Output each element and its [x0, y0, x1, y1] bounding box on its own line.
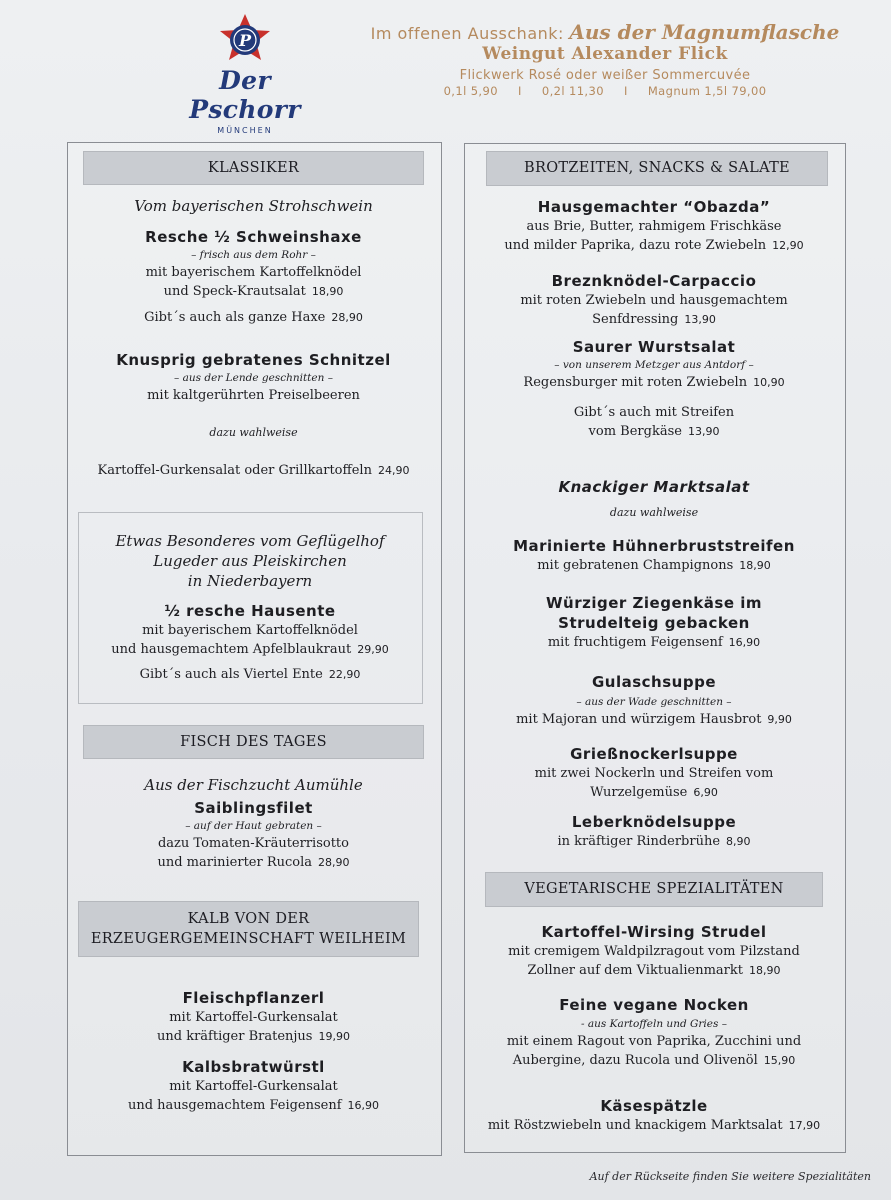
menu-item-wirsing-strudel: [467, 922, 841, 980]
item-description: Kartoffel-Gurkensalat oder Grillkartoffeln: [97, 463, 372, 478]
item-description: mit cremigem Waldpilzragout vom Pilzstand: [508, 944, 800, 959]
menu-item-marktsalat: [467, 477, 841, 522]
menu-item-wurstsalat: [467, 337, 841, 441]
item-price: 22,90: [328, 668, 361, 681]
section-header-kalb: [78, 901, 419, 957]
item-description: und marinierter Rucola: [157, 855, 313, 870]
promo-separator: I: [518, 84, 522, 98]
item-description: mit fruchtigem Feigensenf: [547, 635, 723, 650]
wine-promo: [330, 20, 880, 98]
item-description: und hausgemachtem Apfelblaukraut: [111, 642, 352, 657]
item-price: 10,90: [753, 376, 785, 389]
promo-prices: [330, 84, 880, 98]
item-description: mit Kartoffel-Gurkensalat: [169, 1079, 338, 1094]
item-price: 13,90: [687, 425, 720, 438]
klassiker-intro: Vom bayerischen Strohschwein: [134, 197, 373, 215]
menu-item-fleischpflanzerl: [70, 988, 437, 1046]
item-alternative: Gibt´s auch als Viertel Ente: [139, 667, 323, 682]
item-price: 6,90: [693, 786, 718, 799]
menu-item-hausente: [80, 531, 420, 684]
footer-note: Auf der Rückseite finden Sie weitere Spezialitäten: [589, 1170, 871, 1183]
item-title: Kalbsbratwürstl: [182, 1058, 325, 1076]
item-price: 28,90: [331, 311, 363, 324]
item-description: Wurzelgemüse: [590, 785, 688, 800]
item-price: 17,90: [788, 1119, 821, 1132]
gefluegel-intro: in Niederbayern: [187, 572, 313, 590]
item-subtitle: – frisch aus dem Rohr –: [191, 249, 316, 261]
promo-price-magnum: Magnum 1,5l 79,00: [647, 84, 767, 98]
item-price: 8,90: [726, 835, 751, 848]
item-title: Saiblingsfilet: [194, 799, 313, 817]
item-title: Gulaschsuppe: [591, 673, 716, 691]
item-price: 18,90: [748, 964, 781, 977]
brand-city: MÜNCHEN: [217, 126, 273, 135]
item-title: Breznknödel-Carpaccio: [551, 272, 757, 290]
item-price: 9,90: [767, 713, 792, 726]
item-title: Grießnockerlsuppe: [570, 745, 738, 763]
promo-separator: I: [623, 84, 628, 98]
menu-item-leberknoedelsuppe: [467, 812, 841, 851]
pschorr-logo: [170, 12, 320, 135]
item-description: mit roten Zwiebeln und hausgemachtem: [520, 293, 788, 308]
promo-title: Aus der Magnumflasche: [569, 20, 840, 44]
section-header-brotzeiten: BROTZEITEN, SNACKS & SALATE: [486, 151, 828, 186]
section-header-vegetarisch: VEGETARISCHE SPEZIALITÄTEN: [485, 872, 823, 907]
item-subtitle: – aus der Lende geschnitten –: [174, 372, 333, 384]
item-description: mit einem Ragout von Paprika, Zucchini und: [506, 1034, 802, 1049]
item-description: Zollner auf dem Viktualienmarkt: [527, 963, 743, 978]
menu-item-obazda: [467, 197, 841, 255]
item-description: mit bayerischem Kartoffelknödel: [142, 623, 358, 638]
menu-item-gulaschsuppe: [467, 672, 841, 729]
promo-winery: Weingut Alexander Flick: [482, 44, 728, 64]
menu-item-carpaccio: [467, 271, 841, 329]
item-alternative: vom Bergkäse: [588, 424, 682, 439]
menu-item-huehnerbrust: [467, 536, 841, 575]
menu-item-ziegenkaese: [467, 593, 841, 652]
item-description: Regensburger mit roten Zwiebeln: [523, 375, 748, 390]
item-price: 13,90: [684, 313, 716, 326]
promo-price-medium: 0,2l 11,30: [541, 84, 604, 98]
item-description: mit Majoran und würzigem Hausbrot: [516, 712, 762, 727]
item-description: Senfdressing: [592, 312, 679, 327]
item-alternative: Gibt´s auch mit Streifen: [573, 405, 735, 420]
item-title: Saurer Wurstsalat: [572, 338, 736, 356]
kalb-header-line: KALB VON DER: [187, 911, 310, 927]
section-header-fisch: FISCH DES TAGES: [83, 725, 424, 759]
gefluegel-intro: Etwas Besonderes vom Geflügelhof: [115, 532, 385, 550]
item-description: mit kaltgerührten Preiselbeeren: [147, 388, 360, 403]
item-alternative: Gibt´s auch als ganze Haxe: [144, 310, 326, 325]
kalb-header-line: ERZEUGERGEMEINSCHAFT WEILHEIM: [90, 931, 407, 947]
promo-lead: Im offenen Ausschank:: [370, 24, 564, 43]
item-subtitle: – von unserem Metzger aus Antdorf –: [554, 359, 754, 371]
item-description: und Speck-Krautsalat: [163, 284, 306, 299]
item-description: mit bayerischem Kartoffelknödel: [145, 265, 362, 280]
menu-item-griessnockerlsuppe: [467, 744, 841, 802]
item-title: Kartoffel-Wirsing Strudel: [541, 923, 767, 941]
menu-item-schweinshaxe: [70, 227, 437, 327]
menu-item-saiblingsfilet: [70, 775, 437, 872]
item-title: Resche ½ Schweinshaxe: [145, 228, 362, 246]
item-title: Feine vegane Nocken: [559, 996, 749, 1014]
promo-wines: Flickwerk Rosé oder weißer Sommercuvée: [459, 68, 751, 83]
item-price: 29,90: [357, 643, 389, 656]
gefluegel-intro: Lugeder aus Pleiskirchen: [153, 552, 347, 570]
item-title: ½ resche Hausente: [164, 602, 336, 620]
item-description: und kräftiger Bratenjus: [157, 1029, 313, 1044]
item-title: Würziger Ziegenkäse im: [546, 594, 762, 612]
item-description: mit Röstzwiebeln und knackigem Marktsalat: [487, 1118, 783, 1133]
item-title: Käsespätzle: [600, 1097, 708, 1115]
item-choice: dazu wahlweise: [209, 426, 298, 439]
item-price: 15,90: [763, 1054, 796, 1067]
section-header-klassiker: KLASSIKER: [83, 151, 424, 185]
menu-item-vegane-nocken: [467, 995, 841, 1070]
svg-text:P: P: [238, 31, 252, 50]
item-choice: dazu wahlweise: [609, 506, 699, 519]
item-description: aus Brie, Butter, rahmigem Frischkäse: [526, 219, 782, 234]
brand-name: Der Pschorr: [189, 66, 301, 124]
item-price: 28,90: [318, 856, 350, 869]
item-price: 24,90: [377, 464, 410, 477]
item-title: Knusprig gebratenes Schnitzel: [116, 351, 391, 369]
item-description: mit gebratenen Champignons: [537, 558, 734, 573]
item-title: Strudelteig gebacken: [558, 614, 750, 632]
item-description: mit Kartoffel-Gurkensalat: [169, 1010, 338, 1025]
item-description: und hausgemachtem Feigensenf: [127, 1098, 342, 1113]
item-subtitle: – aus der Wade geschnitten –: [576, 696, 732, 708]
item-description: in kräftiger Rinderbrühe: [557, 834, 721, 849]
menu-item-kaesespaetzle: [467, 1096, 841, 1135]
star-badge-icon: [215, 12, 275, 68]
promo-price-small: 0,1l 5,90: [443, 84, 498, 98]
item-price: 16,90: [728, 636, 761, 649]
item-price: 19,90: [318, 1030, 350, 1043]
item-subtitle: - aus Kartoffeln und Gries –: [581, 1018, 727, 1030]
item-title: Fleischpflanzerl: [182, 989, 325, 1007]
item-price: 16,90: [347, 1099, 380, 1112]
item-price: 18,90: [739, 559, 771, 572]
item-title: Knackiger Marktsalat: [558, 478, 750, 496]
item-title: Hausgemachter “Obazda”: [537, 198, 771, 216]
item-description: dazu Tomaten-Kräuterrisotto: [157, 836, 349, 851]
item-description: und milder Paprika, dazu rote Zwiebeln: [504, 238, 767, 253]
item-description: mit zwei Nockerln und Streifen vom: [534, 766, 774, 781]
item-title: Marinierte Hühnerbruststreifen: [513, 537, 795, 555]
item-price: 12,90: [772, 239, 804, 252]
item-price: 18,90: [311, 285, 344, 298]
fisch-intro: Aus der Fischzucht Aumühle: [144, 776, 363, 794]
item-description: Aubergine, dazu Rucola und Olivenöl: [512, 1053, 758, 1068]
item-subtitle: – auf der Haut gebraten –: [185, 820, 322, 832]
menu-item-kalbsbratwuerstl: [70, 1057, 437, 1115]
item-title: Leberknödelsuppe: [571, 813, 737, 831]
menu-item-schnitzel: [70, 350, 437, 480]
